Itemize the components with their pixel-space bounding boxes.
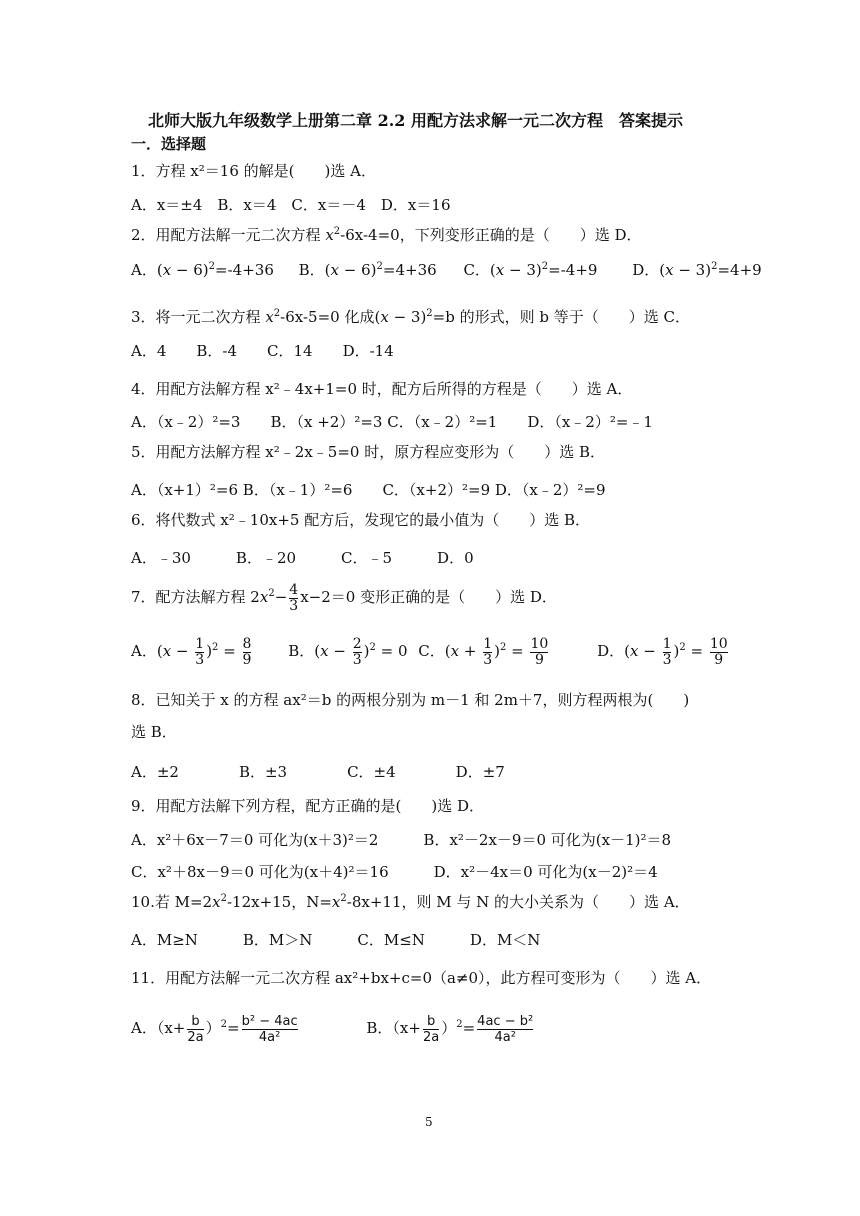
q3-stem: 3．将一元二次方程 $x^2-6x-5=0$ 化成$(x - 3)^2=b$ 的形式，则 b 等于（ ）选 C．: [131, 308, 690, 326]
q7-option-d: D．(x − $\frac{1}{3}$ )$^2$ = $\frac{10}{9}$: [597, 635, 728, 668]
q6-options: A．﹣30 B．﹣20 C．﹣5 D．0: [131, 549, 474, 567]
q1-stem: 1．方程 x²＝16 的解是( )选 A．: [131, 162, 376, 180]
q10-stem: 10.若 $M=2x^2-12x+15$，$N=x^2-8x+11$，则 M 与 N 的大小关系为（ ）选 A．: [131, 893, 690, 911]
q2-stem-b: -6x-4=0，下列变形正确的是（ ）选 D．: [340, 226, 642, 244]
q7-options: [131, 632, 730, 670]
q2-stem-a: 2．用配方法解一元二次方程: [131, 226, 326, 244]
q9-options-row2: C．x²＋8x－9＝0 可化为(x＋4)²＝16 D．x²－4x＝0 可化为(x－2)²＝4: [131, 863, 658, 881]
q8-stem: 8．已知关于 x 的方程 ax²＝b 的两根分别为 m－1 和 2m＋7，则方程两根为( ): [131, 691, 690, 709]
q3-stem-a: 3．将一元二次方程: [131, 308, 266, 326]
q10-stem-b: -12x+15，N=: [226, 893, 332, 911]
page-title: 北师大版九年级数学上册第二章 2.2 用配方法求解一元二次方程 答案提示: [148, 111, 683, 130]
q2-option-c: =-4+9: [548, 261, 598, 279]
q2-option-a: =-4+36: [215, 261, 274, 279]
q11-option-a: A．（x+ $\frac{b}{2a}$ ）$^2$= $\frac{\text{b² − 4ac}}{\text{4a²}}$: [131, 1013, 298, 1045]
q10-stem-c: -8x+11，则 M 与 N 的大小关系为（ ）选 A．: [346, 893, 690, 911]
q3-stem-b: -6x-5=0 化成: [280, 308, 375, 326]
q2-stem: 2．用配方法解一元二次方程 $x^2-6x-4=0$，下列变形正确的是（ ）选 D．: [131, 226, 642, 244]
q5-options: A．（x+1）²=6 B．（x﹣1）²=6 C．（x+2）²=9 D．（x﹣2）²=9: [131, 481, 606, 499]
q3-stem-c: =b 的形式，则 b 等于（ ）选 C．: [432, 308, 690, 326]
q10-options: A．M≥N B．M＞N C．M≤N D．M＜N: [131, 931, 541, 949]
q5-stem: 5．用配方法解方程 x²﹣2x﹣5=0 时，原方程应变形为（ ）选 B．: [131, 443, 606, 461]
q1-options: A．x＝±4 B．x＝4 C．x＝－4 D．x＝16: [131, 196, 451, 214]
q8-options: A．±2 B．±3 C．±4 D．±7: [131, 763, 505, 781]
q11-stem: 11．用配方法解一元二次方程 ax²+bx+c=0（a≠0），此方程可变形为（ ）选 A．: [131, 969, 712, 987]
q9-options-row1: A．x²＋6x－7＝0 可化为(x＋3)²＝2 B．x²－2x－9＝0 可化为(x－1)²＝8: [131, 831, 672, 849]
q2-options: A．$(x - 6)^2=-4+36$ B．$(x - 6)^2=4+36$ C．$(x - 3)^2=-4+9$ D．$(x - 3)^2=4+9$: [131, 261, 762, 279]
q7-stem-b: x−2＝0 变形正确的是（ ）选 D．: [300, 588, 557, 606]
page-number: 5: [425, 1115, 433, 1129]
q7-option-b: B．(x − $\frac{2}{3}$ )$^2$ = 0: [288, 635, 408, 668]
q4-stem: 4．用配方法解方程 x²﹣4x+1=0 时，配方后所得的方程是（ ）选 A．: [131, 380, 633, 398]
q11-options: [131, 1008, 535, 1048]
q7-option-a: A．(x − $\frac{1}{3}$ )$^2$ = $\frac{8}{9}$: [131, 635, 252, 668]
q7-option-c: C．(x + $\frac{1}{3}$ )$^2$ = $\frac{10}{9}$: [418, 635, 549, 668]
q9-stem: 9．用配方法解下列方程，配方正确的是( )选 D．: [131, 797, 485, 815]
q7-stem: 7．配方法解方程 $2x^2-$ $\frac{4}{3}$ x−2＝0 变形正确的是（ ）选 D．: [131, 581, 557, 614]
q2-option-b: =4+36: [382, 261, 437, 279]
q2-option-d: =4+9: [717, 261, 762, 279]
q3-options: A．4 B．-4 C．14 D．-14: [131, 342, 394, 360]
q7-fraction: $\frac{4}{3}$: [289, 581, 299, 614]
q11-option-b: B．（x+ $\frac{b}{2a}$ ）$^2$= $\frac{\text{4ac − b²}}{\text{4a²}}$: [366, 1013, 534, 1045]
section-heading: 一．选择题: [131, 135, 207, 153]
q4-options: A．（x﹣2）²=3 B．（x +2）²=3 C．（x﹣2）²=1 D．（x﹣2）²=﹣1: [131, 413, 653, 431]
q6-stem: 6．将代数式 x²﹣10x+5 配方后，发现它的最小值为（ ）选 B．: [131, 511, 591, 529]
q10-stem-a: 10.若 M=2: [131, 893, 213, 911]
q8-stem-2: 选 B．: [131, 723, 177, 741]
q7-stem-a: 7．配方法解方程 2: [131, 588, 260, 606]
